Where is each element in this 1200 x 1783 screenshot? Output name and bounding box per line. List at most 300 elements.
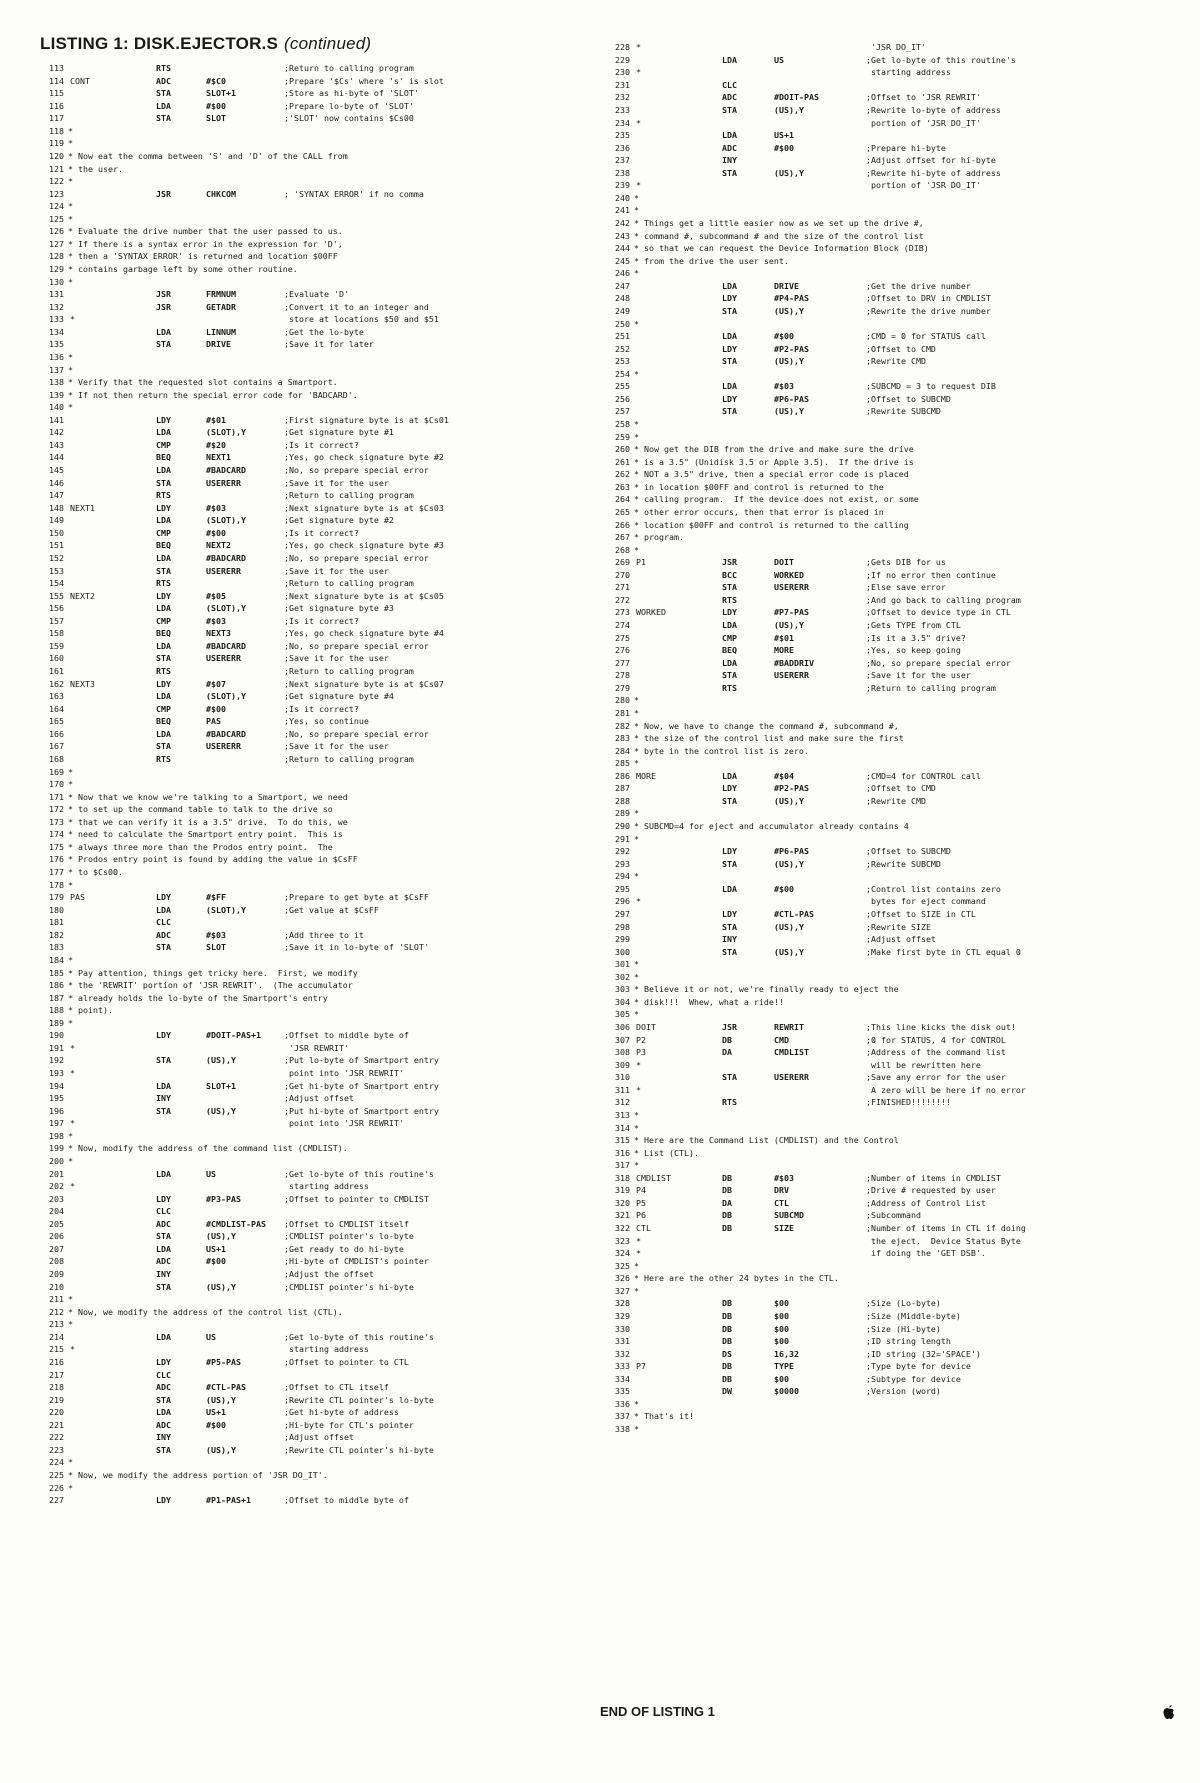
- code-line: [604, 16, 1164, 29]
- code-opcode: INY: [722, 934, 737, 945]
- comment-text: * Prodos entry point is found by adding the value in $CsFF: [68, 854, 358, 865]
- code-line: [604, 619, 1164, 632]
- code-line: [604, 242, 1164, 255]
- code-comment: ;FINISHED!!!!!!!!: [866, 1097, 951, 1108]
- code-operand: USERERR: [206, 477, 241, 488]
- comment-text: * so that we can request the Device Information Block (DIB): [634, 243, 929, 254]
- code-line: [604, 933, 1164, 946]
- code-line: [604, 1235, 1164, 1248]
- line-number: 163: [49, 691, 64, 702]
- line-number: 195: [49, 1093, 64, 1104]
- code-opcode: STA: [156, 88, 171, 99]
- code-line: [38, 1130, 578, 1143]
- code-opcode: STA: [156, 942, 171, 953]
- code-operand: PAS: [206, 716, 221, 727]
- line-number: 264: [615, 494, 630, 505]
- code-line: [38, 263, 578, 276]
- code-operand: #P1-PAS+1: [206, 1495, 251, 1506]
- line-number: 290: [615, 821, 630, 831]
- code-comment: ;CMDLIST pointer's hi-byte: [284, 1281, 414, 1292]
- code-operand: DRV: [774, 1185, 789, 1196]
- code-line: [604, 1260, 1164, 1273]
- code-operand: NEXT2: [206, 540, 231, 551]
- code-opcode: ADC: [156, 1382, 171, 1393]
- end-of-listing: END OF LISTING 1: [600, 1704, 715, 1719]
- code-comment: ;Yes, go check signature byte #3: [284, 540, 444, 551]
- line-number: 194: [49, 1080, 64, 1091]
- comment-text: * That's it!: [634, 1411, 694, 1422]
- line-number: 137: [49, 364, 64, 375]
- line-number: 334: [615, 1373, 630, 1384]
- code-operand: NEXT3: [206, 628, 231, 639]
- code-operand: #P4-PAS: [774, 293, 809, 304]
- code-operand: (US),Y: [774, 167, 804, 178]
- code-opcode: INY: [156, 1269, 171, 1279]
- code-comment: 'JSR REWRIT': [284, 1042, 349, 1053]
- line-number: 157: [49, 615, 64, 626]
- code-comment: ;Gets TYPE from CTL: [866, 620, 961, 630]
- code-line: [38, 87, 578, 100]
- code-comment: ;Offset to middle byte of: [284, 1030, 409, 1041]
- line-number: 338: [615, 1424, 630, 1434]
- line-number: 138: [49, 377, 64, 388]
- line-number: 172: [49, 804, 64, 815]
- code-operand: #$00: [206, 1256, 226, 1267]
- comment-text: * the user.: [68, 163, 123, 174]
- comment-text: *: [68, 176, 73, 187]
- comment-text: *: [68, 766, 73, 777]
- comment-text: *: [634, 1424, 639, 1434]
- code-comment: ;Return to calling program: [866, 682, 996, 693]
- line-number: 200: [49, 1155, 64, 1166]
- code-line: [38, 1155, 578, 1168]
- code-opcode: INY: [156, 1432, 171, 1443]
- code-comment: ;Size (Middle-byte): [866, 1310, 961, 1321]
- line-number: 165: [49, 716, 64, 727]
- comment-text: *: [68, 1155, 73, 1166]
- comment-text: * Now, we have to change the command #, subcommand #,: [634, 720, 899, 731]
- code-comment: portion of 'JSR DO_IT': [866, 117, 981, 128]
- code-line: [38, 1306, 578, 1319]
- code-comment: ;CMDLIST pointer's lo-byte: [284, 1231, 414, 1242]
- code-opcode: ADC: [722, 142, 737, 153]
- line-number: 143: [49, 439, 64, 450]
- code-opcode: LDY: [156, 414, 171, 425]
- code-line: [38, 364, 578, 377]
- code-opcode: RTS: [722, 594, 737, 605]
- code-operand: SLOT: [206, 942, 226, 953]
- code-label: *: [636, 117, 641, 128]
- code-line: [604, 845, 1164, 858]
- line-number: 173: [49, 816, 64, 827]
- code-opcode: DB: [722, 1373, 732, 1384]
- code-operand: #$07: [206, 678, 226, 689]
- code-opcode: LDA: [156, 1331, 171, 1342]
- line-number: 154: [49, 578, 64, 589]
- comment-text: *: [634, 1260, 639, 1271]
- code-line: [604, 669, 1164, 682]
- code-comment: ;Rewrite CMD: [866, 356, 926, 367]
- code-line: [38, 916, 578, 929]
- line-number: 115: [49, 88, 64, 99]
- line-number: 326: [615, 1273, 630, 1284]
- code-line: [38, 615, 578, 628]
- code-line: [604, 1084, 1164, 1097]
- comment-text: * Pay attention, things get tricky here. First, we modify: [68, 967, 358, 978]
- comment-text: *: [68, 1457, 73, 1468]
- code-comment: ;Adjust offset: [866, 934, 936, 945]
- code-opcode: DW: [722, 1386, 732, 1397]
- code-opcode: LDA: [156, 1243, 171, 1254]
- code-operand: #BADCARD: [206, 552, 246, 563]
- comment-text: *: [68, 201, 73, 212]
- line-number: 271: [615, 582, 630, 593]
- code-opcode: STA: [156, 113, 171, 124]
- comment-text: * Now get the DIB from the drive and make sure the drive: [634, 444, 914, 455]
- comment-text: * to $Cs00.: [68, 867, 123, 877]
- line-number: 224: [49, 1457, 64, 1468]
- line-number: 318: [615, 1172, 630, 1183]
- line-number: 126: [49, 226, 64, 237]
- code-comment: ;Next signature byte is at $Cs07: [284, 678, 444, 689]
- code-line: [38, 1469, 578, 1482]
- line-number: 278: [615, 670, 630, 681]
- code-opcode: LDA: [156, 904, 171, 915]
- code-line: [38, 766, 578, 779]
- code-opcode: STA: [156, 741, 171, 752]
- line-number: 329: [615, 1310, 630, 1321]
- line-number: 222: [49, 1432, 64, 1443]
- code-operand: #$00: [206, 1419, 226, 1430]
- code-line: [38, 1218, 578, 1231]
- code-line: [604, 519, 1164, 532]
- comment-text: *: [634, 833, 639, 844]
- code-opcode: JSR: [722, 1022, 737, 1032]
- line-number: 185: [49, 967, 64, 978]
- code-opcode: STA: [722, 946, 737, 957]
- code-comment: ;Is it correct?: [284, 527, 359, 538]
- code-opcode: STA: [722, 104, 737, 115]
- line-number: 281: [615, 707, 630, 718]
- code-opcode: STA: [156, 565, 171, 576]
- line-number: 179: [49, 892, 64, 903]
- code-line: [38, 565, 578, 578]
- code-opcode: DA: [722, 1197, 732, 1208]
- code-line: [38, 1004, 578, 1017]
- code-comment: ;Save any error for the user: [866, 1072, 1006, 1083]
- code-comment: ;CMD = 0 for STATUS call: [866, 331, 986, 342]
- line-number: 267: [615, 532, 630, 543]
- code-line: [604, 380, 1164, 393]
- code-line: [604, 267, 1164, 280]
- line-number: 311: [615, 1084, 630, 1095]
- code-comment: ;Prepare to get byte at $CsFF: [284, 892, 429, 903]
- comment-text: *: [634, 544, 639, 555]
- code-comment: ;'SLOT' now contains $Cs00: [284, 113, 414, 124]
- line-number: 162: [49, 678, 64, 689]
- code-line: [604, 405, 1164, 418]
- code-opcode: LDA: [722, 331, 737, 342]
- code-line: [38, 100, 578, 113]
- line-number: 273: [615, 607, 630, 618]
- comment-text: * that we can verify it is a 3.5" drive. To do this, we: [68, 816, 348, 827]
- line-number: 209: [49, 1269, 64, 1279]
- code-operand: DOIT: [774, 557, 794, 568]
- code-line: [38, 740, 578, 753]
- code-opcode: CLC: [156, 917, 171, 928]
- code-label: *: [636, 180, 641, 191]
- code-opcode: LDA: [156, 1407, 171, 1418]
- code-line: [38, 967, 578, 980]
- code-comment: bytes for eject command: [866, 896, 986, 907]
- line-number: 314: [615, 1122, 630, 1133]
- code-line: [38, 1168, 578, 1181]
- code-line: [604, 1134, 1164, 1147]
- code-line: [38, 1331, 578, 1344]
- line-number: 164: [49, 703, 64, 714]
- comment-text: *: [68, 1130, 73, 1141]
- code-comment: ;Get lo-byte of this routine's: [866, 54, 1016, 65]
- code-line: [38, 841, 578, 854]
- code-operand: #CTL-PAS: [774, 908, 814, 919]
- code-label: DOIT: [636, 1022, 656, 1032]
- line-number: 178: [49, 879, 64, 890]
- code-comment: ;0 for STATUS, 4 for CONTROL: [866, 1034, 1006, 1045]
- line-number: 308: [615, 1047, 630, 1058]
- comment-text: *: [634, 1160, 639, 1171]
- code-line: [604, 230, 1164, 243]
- code-operand: USERERR: [774, 582, 809, 593]
- code-opcode: STA: [156, 1281, 171, 1292]
- code-line: [604, 732, 1164, 745]
- code-operand: (US),Y: [206, 1394, 236, 1405]
- code-operand: US: [206, 1168, 216, 1179]
- code-operand: (US),Y: [774, 406, 804, 417]
- comment-text: * contains garbage left by some other routine.: [68, 264, 298, 274]
- code-line: [38, 1105, 578, 1118]
- comment-text: *: [634, 419, 639, 429]
- line-number: 181: [49, 917, 64, 928]
- code-line: [604, 456, 1164, 469]
- code-operand: #BADCARD: [206, 640, 246, 651]
- comment-text: *: [68, 879, 73, 890]
- line-number: 317: [615, 1160, 630, 1171]
- code-line: [38, 439, 578, 452]
- line-number: 171: [49, 791, 64, 802]
- code-line: [604, 983, 1164, 996]
- comment-text: * SUBCMD=4 for eject and accumulator already contains 4: [634, 821, 909, 831]
- code-line: [604, 167, 1164, 180]
- line-number: 231: [615, 79, 630, 90]
- comment-text: *: [68, 1319, 73, 1330]
- code-operand: SUBCMD: [774, 1210, 804, 1221]
- code-operand: CMDLIST: [774, 1047, 809, 1058]
- code-opcode: RTS: [156, 490, 171, 501]
- code-line: [38, 715, 578, 728]
- comment-text: *: [634, 192, 639, 203]
- code-line: [38, 1029, 578, 1042]
- code-operand: (US),Y: [774, 921, 804, 932]
- line-number: 257: [615, 406, 630, 417]
- line-number: 256: [615, 393, 630, 404]
- code-comment: ;Is it correct?: [284, 615, 359, 626]
- code-comment: ;Next signature byte is at $Cs03: [284, 502, 444, 513]
- line-number: 158: [49, 628, 64, 639]
- code-line: [38, 527, 578, 540]
- code-line: [604, 79, 1164, 92]
- comment-text: *: [634, 871, 639, 882]
- line-number: 196: [49, 1105, 64, 1116]
- code-label: *: [70, 1344, 75, 1355]
- code-opcode: LDY: [156, 1030, 171, 1041]
- code-label: *: [636, 67, 641, 78]
- code-line: [38, 1180, 578, 1193]
- code-opcode: STA: [156, 477, 171, 488]
- line-number: 247: [615, 280, 630, 291]
- code-opcode: LDA: [156, 1168, 171, 1179]
- code-opcode: CMP: [156, 439, 171, 450]
- code-comment: ;Get the lo-byte: [284, 326, 364, 337]
- code-opcode: LDA: [156, 100, 171, 111]
- line-number: 276: [615, 645, 630, 656]
- code-operand: #$04: [774, 770, 794, 781]
- code-operand: (US),Y: [774, 795, 804, 806]
- code-line: [38, 904, 578, 917]
- code-comment: ;Address of Control List: [866, 1197, 986, 1208]
- line-number: 316: [615, 1147, 630, 1158]
- code-label: NEXT1: [70, 502, 95, 513]
- code-line: [38, 803, 578, 816]
- listing-column-right: [604, 16, 1164, 1436]
- code-opcode: JSR: [156, 188, 171, 199]
- line-number: 193: [49, 1068, 64, 1078]
- code-opcode: INY: [156, 1093, 171, 1104]
- code-line: [38, 539, 578, 552]
- line-number: 190: [49, 1030, 64, 1041]
- code-line: [604, 971, 1164, 984]
- code-line: [604, 330, 1164, 343]
- code-comment: ;Subtype for device: [866, 1373, 961, 1384]
- comment-text: * NOT a 3.5" drive, then a special error code is placed: [634, 469, 909, 480]
- code-comment: ;Subcommand: [866, 1210, 921, 1221]
- code-line: [604, 54, 1164, 67]
- line-number: 221: [49, 1419, 64, 1430]
- code-comment: ;Address of the command list: [866, 1047, 1006, 1058]
- line-number: 146: [49, 477, 64, 488]
- comment-text: *: [68, 364, 73, 375]
- code-line: [604, 1159, 1164, 1172]
- code-opcode: STA: [722, 858, 737, 869]
- code-operand: USERERR: [206, 565, 241, 576]
- code-label: WORKED: [636, 607, 666, 618]
- code-comment: ;Return to calling program: [284, 490, 414, 501]
- code-operand: #$00: [774, 142, 794, 153]
- code-line: [38, 1381, 578, 1394]
- code-line: [604, 355, 1164, 368]
- code-opcode: STA: [156, 1394, 171, 1405]
- line-number: 323: [615, 1235, 630, 1246]
- line-number: 180: [49, 904, 64, 915]
- code-line: [38, 75, 578, 88]
- code-comment: ;Offset to device type in CTL: [866, 607, 1011, 618]
- code-line: [38, 728, 578, 741]
- code-comment: ;Prepare '$Cs' where 's' is slot: [284, 75, 444, 86]
- line-number: 189: [49, 1017, 64, 1028]
- comment-text: *: [634, 1398, 639, 1409]
- code-comment: ;Get signature byte #4: [284, 691, 394, 702]
- code-opcode: LDA: [722, 770, 737, 781]
- code-line: [604, 556, 1164, 569]
- line-number: 272: [615, 594, 630, 605]
- code-line: [38, 301, 578, 314]
- code-line: [604, 1222, 1164, 1235]
- code-comment: ;Offset to SUBCMD: [866, 846, 951, 857]
- code-comment: ;Offset to middle byte of: [284, 1495, 409, 1506]
- code-opcode: STA: [156, 1231, 171, 1242]
- code-operand: USERERR: [206, 653, 241, 664]
- line-number: 134: [49, 326, 64, 337]
- code-comment: ;Get value at $CsFF: [284, 904, 379, 915]
- line-number: 270: [615, 569, 630, 580]
- code-line: [38, 276, 578, 289]
- code-opcode: LDY: [156, 1193, 171, 1204]
- code-line: [604, 858, 1164, 871]
- code-comment: ;Offset to pointer to CMDLIST: [284, 1193, 429, 1204]
- line-number: 187: [49, 992, 64, 1003]
- comment-text: *: [634, 431, 639, 442]
- code-operand: (SLOT),Y: [206, 691, 246, 702]
- code-line: [604, 1109, 1164, 1122]
- line-number: 113: [49, 63, 64, 73]
- code-line: [604, 66, 1164, 79]
- code-comment: ;Is it correct?: [284, 703, 359, 714]
- code-comment: ;Rewrite SUBCMD: [866, 406, 941, 417]
- line-number: 295: [615, 883, 630, 894]
- line-number: 330: [615, 1323, 630, 1334]
- code-label: CMDLIST: [636, 1172, 671, 1183]
- code-line: [38, 929, 578, 942]
- line-number: 254: [615, 368, 630, 379]
- code-line: [604, 1272, 1164, 1285]
- code-opcode: LDY: [722, 293, 737, 304]
- code-line: [38, 1193, 578, 1206]
- code-comment: portion of 'JSR DO_IT': [866, 180, 981, 191]
- code-line: [604, 1147, 1164, 1160]
- line-number: 225: [49, 1470, 64, 1480]
- code-line: [604, 1423, 1164, 1436]
- code-operand: #$00: [774, 331, 794, 342]
- code-line: [604, 1008, 1164, 1021]
- code-operand: (US),Y: [206, 1281, 236, 1292]
- code-comment: starting address: [284, 1344, 369, 1355]
- code-operand: #CMDLIST-PAS: [206, 1218, 266, 1229]
- line-number: 191: [49, 1042, 64, 1053]
- code-comment: ;Hi-byte for CTL's pointer: [284, 1419, 414, 1430]
- code-operand: $00: [774, 1323, 789, 1334]
- line-number: 197: [49, 1118, 64, 1129]
- line-number: 135: [49, 339, 64, 350]
- code-line: [38, 1054, 578, 1067]
- code-line: [604, 117, 1164, 130]
- code-comment: ;Yes, so continue: [284, 716, 369, 727]
- code-opcode: LDA: [722, 883, 737, 894]
- line-number: 127: [49, 238, 64, 249]
- code-comment: ;No, so prepare special error: [284, 465, 429, 475]
- code-line: [604, 1335, 1164, 1348]
- code-operand: USERERR: [206, 741, 241, 752]
- line-number: 142: [49, 427, 64, 438]
- code-line: [38, 351, 578, 364]
